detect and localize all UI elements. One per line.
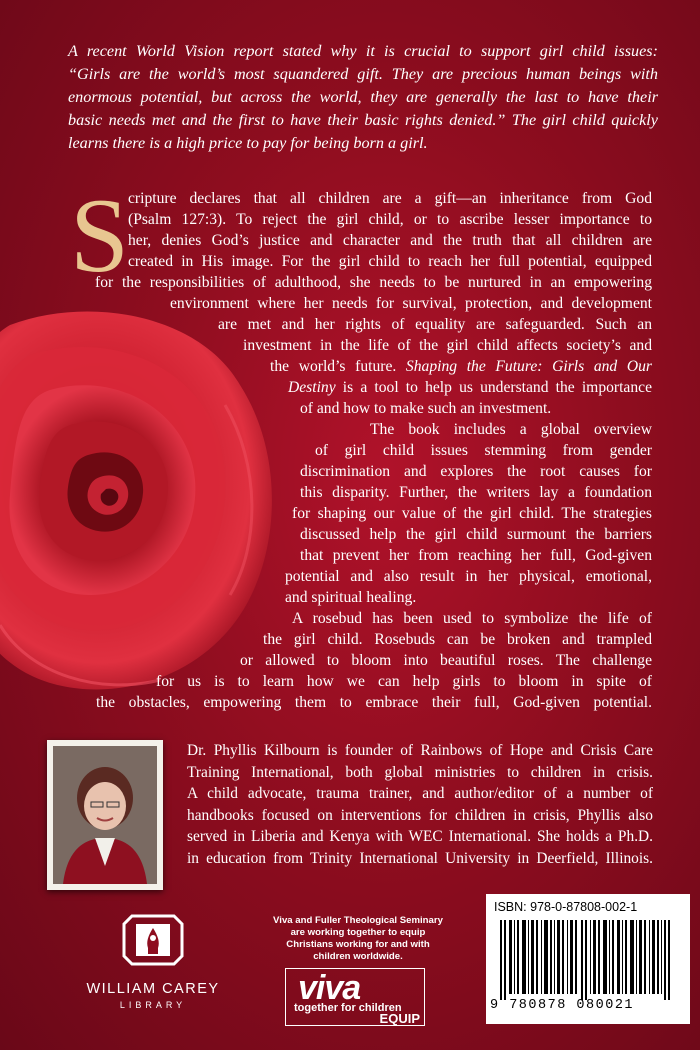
rose-image xyxy=(0,295,300,705)
bio-line: Dr. Phyllis Kilbourn is founder of Rainbows of Hope and Crisis Care xyxy=(187,742,653,759)
bio-line: Training International, both global ministries to children in crisis. xyxy=(187,763,653,781)
body-line: potential and also result in her physical, emotional, xyxy=(285,568,652,585)
author-portrait xyxy=(53,746,157,884)
publisher-name: WILLIAM CAREY xyxy=(86,981,220,997)
body-line: for the responsibilities of adulthood, she needs to be nurtured in an empowering xyxy=(95,274,652,291)
body-line: investment in the life of the girl child affects society’s and xyxy=(243,337,652,354)
author-bio xyxy=(187,740,653,869)
publisher-logo xyxy=(68,910,238,1010)
body-line: discrimination and explores the root causes for xyxy=(300,463,652,480)
body-line: and spiritual healing. xyxy=(285,589,417,606)
intro-line: enormous potential, but across the world, they are generally the last to have their xyxy=(68,88,658,106)
body-line: or allowed to bloom into beautiful roses. The challenge xyxy=(240,652,652,669)
intro-line: learns there is a high price to pay for being born a girl. xyxy=(68,134,428,152)
author-photo xyxy=(47,740,163,890)
body-line: The book includes a global overview xyxy=(370,421,652,438)
publisher-emblem-icon xyxy=(118,910,188,970)
body-line: are met and her rights of equality are safeguarded. Such an xyxy=(218,316,652,333)
bio-line: served in Liberia and Kenya with WEC International. She holds a Ph.D. xyxy=(187,828,653,845)
body-line: the obstacles, empowering them to embrace their full, God-given potential. xyxy=(96,694,652,711)
isbn-label: ISBN: 978-0-87808-002-1 xyxy=(494,900,638,914)
barcode-number: 9 780878 080021 xyxy=(490,998,635,1013)
partner-note: Viva and Fuller Theological Seminary are working together to equip Christians working for and with children worldwide. xyxy=(273,915,443,962)
bio-line: handbooks focused on interventions for children in crisis, Phyllis also xyxy=(187,806,653,824)
body-line: for shaping our value of the girl child. The strategies xyxy=(292,505,652,522)
body-line: discussed help the girl child surmount the barriers xyxy=(300,526,652,543)
body-line: the world’s future. Shaping the Future: Girls and Our xyxy=(270,358,652,375)
barcode-box xyxy=(486,894,690,1024)
viva-logo xyxy=(285,968,425,1026)
drop-cap: S xyxy=(70,177,129,294)
body-line: the girl child. Rosebuds can be broken and trampled xyxy=(263,631,652,648)
body-line: Destiny is a tool to help us understand the importance xyxy=(288,379,652,396)
body-line: for us is to learn how we can help girls to bloom in spite of xyxy=(156,673,652,690)
viva-equip: EQUIP xyxy=(379,1011,420,1026)
body-line: created in His image. For the girl child to reach her full potential, equipped xyxy=(128,253,652,270)
body-line: cripture declares that all children are a gift—an inheritance from God xyxy=(128,190,652,207)
body-line: A rosebud has been used to symbolize the life of xyxy=(292,610,652,627)
body-line: (Psalm 127:3). To reject the girl child, or to ascribe lesser importance to xyxy=(128,211,652,228)
bio-line: in education from Trinity International University in Deerfield, Illinois. xyxy=(187,849,653,867)
barcode-bars xyxy=(500,920,674,1000)
intro-line: A recent World Vision report stated why it is crucial to support girl child issues: xyxy=(68,42,658,60)
viva-wordmark: viva xyxy=(298,969,361,1007)
viva-tagline: together for children xyxy=(294,1002,402,1014)
publisher-sub: LIBRARY xyxy=(119,1000,187,1010)
body-line: this disparity. Further, the writers lay a foundation xyxy=(300,484,652,501)
body-line: that prevent her from reaching her full, God-given xyxy=(300,547,652,564)
intro-line: “Girls are the world’s most squandered gift. They are precious human beings with xyxy=(68,65,658,83)
body-line: her, denies God’s justice and character and the truth that all children are xyxy=(128,232,652,249)
intro-quote xyxy=(68,40,658,155)
bio-line: A child advocate, trauma trainer, and author/editor of a number of xyxy=(187,785,653,802)
body-line: of and how to make such an investment. xyxy=(300,400,552,417)
body-line: of girl child issues stemming from gender xyxy=(315,442,652,459)
intro-line: basic needs met and the first to have their basic rights denied.” The girl child quickly xyxy=(68,111,658,129)
body-line: environment where her needs for survival, protection, and development xyxy=(170,295,652,312)
